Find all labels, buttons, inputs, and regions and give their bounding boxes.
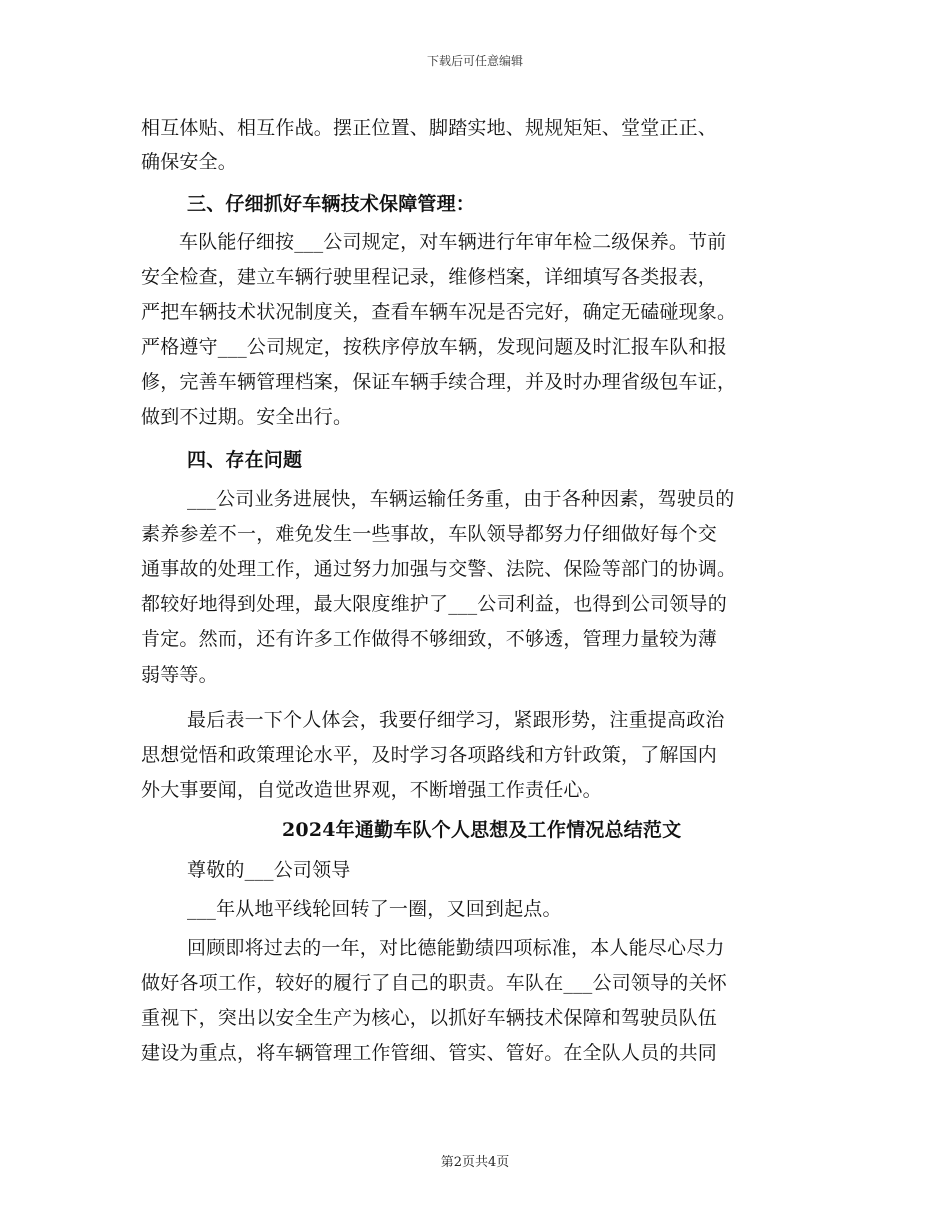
- text-line: 最后表一下个人体会，我要仔细学习，紧跟形势，注重提高政治: [187, 709, 725, 731]
- text-line: 素养参差不一，难免发生一些事故，车队领导都努力仔细做好每个交: [141, 523, 718, 545]
- text-line: 确保安全。: [141, 151, 238, 173]
- section-heading: 四、存在问题: [187, 449, 303, 471]
- text-line: 严格遵守___公司规定，按秩序停放车辆，发现问题及时汇报车队和报: [141, 336, 727, 358]
- text-line: 做好各项工作，较好的履行了自己的职责。车队在___公司领导的关怀: [141, 972, 727, 994]
- text-line: 尊敬的___公司领导: [187, 859, 351, 881]
- text-line: ___年从地平线轮回转了一圈，又回到起点。: [187, 898, 562, 920]
- page-header: 下载后可任意编辑: [426, 54, 523, 68]
- text-line: 肯定。然而，还有许多工作做得不够细致，不够透，管理力量较为薄: [141, 628, 718, 650]
- text-line: 回顾即将过去的一年，对比德能勤绩四项标准，本人能尽心尽力: [187, 937, 725, 959]
- document-title: 2024年通勤车队个人思想及工作情况总结范文: [282, 819, 682, 841]
- text-line: 建设为重点，将车辆管理工作管细、管实、管好。在全队人员的共同: [141, 1042, 718, 1064]
- text-line: 修，完善车辆管理档案，保证车辆手续合理，并及时办理省级包车证，: [141, 371, 737, 393]
- page-footer: 第2页共4页: [440, 1155, 510, 1170]
- section-heading: 三、仔细抓好车辆技术保障管理：: [187, 193, 476, 215]
- text-line: 相互体贴、相互作战。摆正位置、脚踏实地、规规矩矩、堂堂正正、: [141, 117, 718, 139]
- text-line: 弱等等。: [141, 664, 218, 686]
- text-line: 都较好地得到处理，最大限度维护了___公司利益，也得到公司领导的: [141, 593, 727, 615]
- text-line: ___公司业务进展快，车辆运输任务重，由于各种因素，驾驶员的: [187, 488, 735, 510]
- text-line: 通事故的处理工作，通过努力加强与交警、法院、保险等部门的协调。: [141, 558, 737, 580]
- text-line: 做到不过期。安全出行。: [141, 406, 353, 428]
- text-line: 重视下，突出以安全生产为核心，以抓好车辆技术保障和驾驶员队伍: [141, 1007, 718, 1029]
- text-line: 思想觉悟和政策理论水平，及时学习各项路线和方针政策，了解国内: [141, 744, 718, 766]
- text-line: 外大事要闻，自觉改造世界观，不断增强工作责任心。: [141, 779, 602, 801]
- text-line: 严把车辆技术状况制度关，查看车辆车况是否完好，确定无磕碰现象。: [141, 301, 737, 323]
- text-line: 安全检查，建立车辆行驶里程记录，维修档案，详细填写各类报表，: [141, 266, 718, 288]
- text-line: 车队能仔细按___公司规定，对车辆进行年审年检二级保养。节前: [179, 231, 727, 253]
